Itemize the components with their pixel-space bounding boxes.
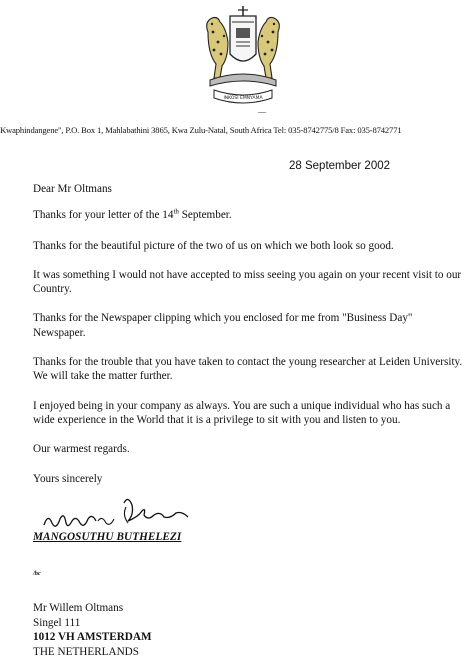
crest-motto: INKOSI EMNYAMA: [223, 96, 263, 101]
regards: Our warmest regards.: [33, 443, 130, 456]
paragraph-4: Thanks for the Newspaper clipping which you enclosed for me from "Business Day" Newspaper.: [33, 312, 413, 339]
paragraph-2: Thanks for the beautiful picture of the two of us on which we both look so good.: [33, 239, 394, 252]
paragraph-1: Thanks for your letter of the 14th September.: [33, 207, 232, 222]
letter-body: [33, 182, 463, 486]
recipient-name: Mr Willem Oltmans: [33, 602, 124, 614]
signatory-name: MANGOSUTHU BUTHELEZI: [33, 531, 182, 543]
recipient-address: [33, 601, 152, 659]
coat-of-arms-icon: [200, 2, 286, 106]
paragraph-5: Thanks for the trouble that you have taken to contact the young researcher at Leiden University. We will take the matter further.: [33, 356, 463, 383]
paragraph-6: I enjoyed being in your company as always. You are such a unique individual who has such a wide experience in the World that it is a privilege to sit with you and listen to you.: [33, 399, 451, 426]
recipient-city: 1012 VH AMSTERDAM: [33, 631, 152, 643]
letterhead-address: Kwaphindangene", P.O. Box 1, Mahlabathini 3865, Kwa Zulu-Natal, South Africa Tel: 035-8742775/8 Fax: 035-8742771: [0, 125, 402, 135]
recipient-country: THE NETHERLANDS: [33, 645, 139, 658]
recipient-street: Singel 111: [33, 616, 81, 629]
typist-initials: /hc: [33, 571, 41, 577]
salutation: Dear Mr Oltmans: [33, 183, 112, 195]
paragraph-3: It was something I would not have accepted to miss seeing you again on your recent visit to our Country.: [33, 268, 462, 296]
letter-date: 28 September 2002: [289, 160, 391, 172]
closing: Yours sincerely: [33, 472, 103, 485]
header-separator: —: [258, 107, 266, 116]
